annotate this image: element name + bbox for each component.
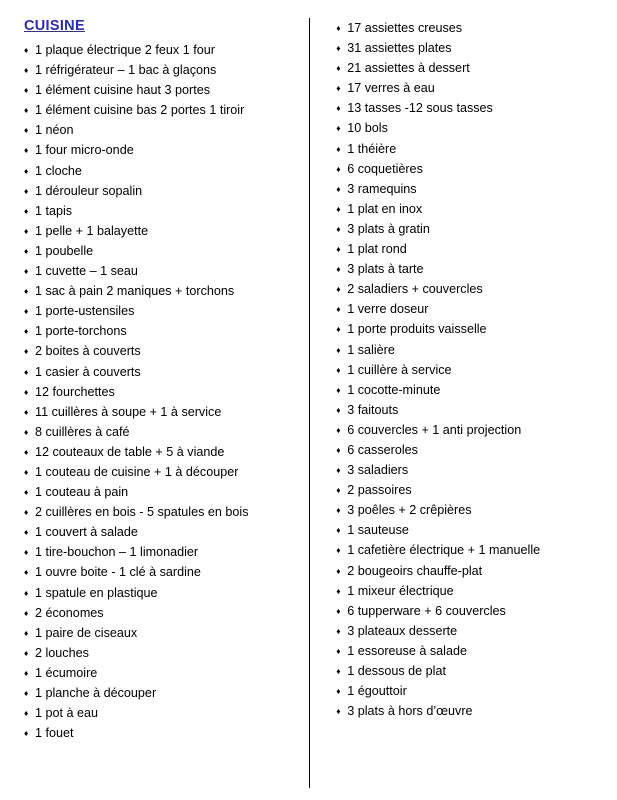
list-item: ♦ 1 cloche xyxy=(24,161,303,181)
list-item: ♦ 1 cuillère à service xyxy=(336,360,597,380)
list-item: ♦ 1 couvert à salade xyxy=(24,522,303,542)
list-item: ♦ 3 plats à tarte xyxy=(336,259,597,279)
list-item: ♦ 6 casseroles xyxy=(336,440,597,460)
list-item: ♦ 1 dessous de plat xyxy=(336,661,597,681)
right-column xyxy=(310,18,603,788)
list-item: ♦ 12 couteaux de table + 5 à viande xyxy=(24,442,303,462)
list-item: ♦ 3 poêles + 2 crêpières xyxy=(336,500,597,520)
list-item: ♦ 17 verres à eau xyxy=(336,78,597,98)
list-item: ♦ 1 sac à pain 2 maniques + torchons xyxy=(24,281,303,301)
list-item: ♦ 31 assiettes plates xyxy=(336,38,597,58)
list-item: ♦ 1 dérouleur sopalin xyxy=(24,181,303,201)
list-item: ♦ 1 plaque électrique 2 feux 1 four xyxy=(24,40,303,60)
list-item: ♦ 1 cocotte-minute xyxy=(336,380,597,400)
list-item: ♦ 2 bougeoirs chauffe-plat xyxy=(336,561,597,581)
list-item: ♦ 1 élément cuisine bas 2 portes 1 tiroir xyxy=(24,100,303,120)
list-item: ♦ 2 boites à couverts xyxy=(24,341,303,361)
list-item: ♦ 1 fouet xyxy=(24,723,303,743)
list-item: ♦ 1 spatule en plastique xyxy=(24,583,303,603)
list-item: ♦ 1 plat en inox xyxy=(336,199,597,219)
list-item: ♦ 1 théière xyxy=(336,139,597,159)
list-item: ♦ 1 ouvre boite - 1 clé à sardine xyxy=(24,562,303,582)
two-column-layout xyxy=(14,18,603,788)
list-item: ♦ 1 élément cuisine haut 3 portes xyxy=(24,80,303,100)
list-item: ♦ 1 sauteuse xyxy=(336,520,597,540)
list-item: ♦ 3 plats à gratin xyxy=(336,219,597,239)
list-item: ♦ 1 porte produits vaisselle xyxy=(336,319,597,339)
list-item: ♦ 1 paire de ciseaux xyxy=(24,623,303,643)
list-item: ♦ 2 économes xyxy=(24,603,303,623)
list-item: ♦ 21 assiettes à dessert xyxy=(336,58,597,78)
list-item: ♦ 2 passoires xyxy=(336,480,597,500)
list-item: ♦ 1 égouttoir xyxy=(336,681,597,701)
list-item: ♦ 1 porte-torchons xyxy=(24,321,303,341)
list-item: ♦ 1 écumoire xyxy=(24,663,303,683)
list-item: ♦ 1 essoreuse à salade xyxy=(336,641,597,661)
list-item: ♦ 1 tapis xyxy=(24,201,303,221)
list-item: ♦ 1 couteau de cuisine + 1 à découper xyxy=(24,462,303,482)
list-item: ♦ 6 coquetières xyxy=(336,159,597,179)
list-item: ♦ 1 plat rond xyxy=(336,239,597,259)
list-item: ♦ 1 pot à eau xyxy=(24,703,303,723)
list-item: ♦ 3 plateaux desserte xyxy=(336,621,597,641)
list-item: ♦ 12 fourchettes xyxy=(24,382,303,402)
list-item: ♦ 10 bols xyxy=(336,118,597,138)
list-item: ♦ 1 verre doseur xyxy=(336,299,597,319)
list-item: ♦ 1 salière xyxy=(336,340,597,360)
list-item: ♦ 1 planche à découper xyxy=(24,683,303,703)
list-item: ♦ 1 cafetière électrique + 1 manuelle xyxy=(336,540,597,560)
list-item: ♦ 2 cuillères en bois - 5 spatules en bois xyxy=(24,502,303,522)
list-item: ♦ 6 couvercles + 1 anti projection xyxy=(336,420,597,440)
list-item: ♦ 3 faitouts xyxy=(336,400,597,420)
page-title: CUISINE xyxy=(24,18,85,34)
list-item: ♦ 1 poubelle xyxy=(24,241,303,261)
list-item: ♦ 3 ramequins xyxy=(336,179,597,199)
list-item: ♦ 13 tasses -12 sous tasses xyxy=(336,98,597,118)
list-item: ♦ 1 cuvette – 1 seau xyxy=(24,261,303,281)
list-item: ♦ 2 louches xyxy=(24,643,303,663)
list-item: ♦ 1 pelle + 1 balayette xyxy=(24,221,303,241)
list-item: ♦ 1 four micro-onde xyxy=(24,140,303,160)
list-item: ♦ 6 tupperware + 6 couvercles xyxy=(336,601,597,621)
list-item: ♦ 3 saladiers xyxy=(336,460,597,480)
list-item: ♦ 1 couteau à pain xyxy=(24,482,303,502)
list-item: ♦ 1 mixeur électrique xyxy=(336,581,597,601)
list-item: ♦ 3 plats à hors d’œuvre xyxy=(336,701,597,721)
list-item: ♦ 11 cuillères à soupe + 1 à service xyxy=(24,402,303,422)
list-item: ♦ 8 cuillères à café xyxy=(24,422,303,442)
list-item: ♦ 1 tire-bouchon – 1 limonadier xyxy=(24,542,303,562)
inventory-list-right xyxy=(336,18,597,721)
list-item: ♦ 2 saladiers + couvercles xyxy=(336,279,597,299)
inventory-list-left xyxy=(24,40,303,743)
list-item: ♦ 1 porte-ustensiles xyxy=(24,301,303,321)
list-item: ♦ 1 réfrigérateur – 1 bac à glaçons xyxy=(24,60,303,80)
list-item: ♦ 1 casier à couverts xyxy=(24,362,303,382)
left-column xyxy=(14,18,309,788)
list-item: ♦ 17 assiettes creuses xyxy=(336,18,597,38)
list-item: ♦ 1 néon xyxy=(24,120,303,140)
